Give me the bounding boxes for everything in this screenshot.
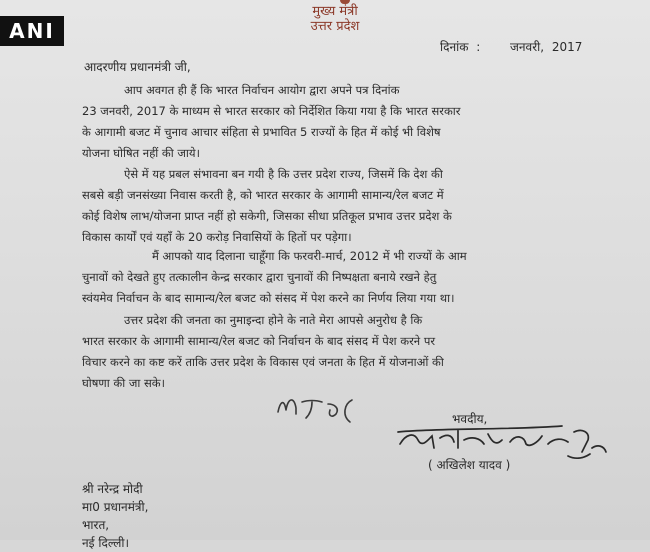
paragraph-line: कोई विशेष लाभ/योजना प्राप्त नहीं हो सकेगी, जिसका सीधा प्रतिकूल प्रभाव उत्तर प्रदेश के [82,209,452,223]
paragraph-4 [82,310,602,394]
closing-text: भवदीय, [452,412,488,426]
paragraph-3 [82,246,602,309]
ani-watermark: ANI [0,16,64,46]
recipient-line: भारत, [82,518,110,532]
recipient-line: नई दिल्ली। [82,536,130,550]
date-label: दिनांक : [440,40,481,54]
paragraph-line: ऐसे में यह प्रबल संभावना बन गयी है कि उत्तर प्रदेश राज्य, जिसमें कि देश की [124,167,443,181]
paragraph-line: घोषणा की जा सके। [82,376,165,390]
recipient-address [82,480,148,552]
paragraph-line: चुनावों को देखते हुए तत्कालीन केन्द्र सरकार द्वारा चुनावों की निष्पक्षता बनाये रखने हेतु [82,270,437,284]
letterhead-state: उत्तर प्रदेश [310,19,360,34]
paragraph-line: विचार करने का कष्ट करें ताकि उत्तर प्रदेश के विकास एवं जनता के हित में योजनाओं की [82,355,444,369]
paragraph-line: मैं आपको याद दिलाना चाहूँगा कि फरवरी-मार्च, 2012 में भी राज्यों के आम [152,249,467,263]
date-line [440,38,582,55]
paragraph-1 [82,80,602,164]
paragraph-line: आप अवगत ही हैं कि भारत निर्वाचन आयोग द्वारा अपने पत्र दिनांक [124,83,400,97]
paragraph-line: स्वंयमेव निर्वाचन के बाद सामान्य/रेल बजट को संसद में पेश करने का निर्णय लिया गया था। [82,291,455,305]
paragraph-line: योजना घोषित नहीं की जाये। [82,146,200,160]
date-value: जनवरी, 2017 [509,40,583,54]
paragraph-line: उत्तर प्रदेश की जनता का नुमाइन्दा होने के नाते मेरा आपसे अनुरोध है कि [124,313,423,327]
paragraph-2 [82,164,602,248]
paragraph-line: के आगामी बजट में चुनाव आचार संहिता से प्रभावित 5 राज्यों के हित में कोई भी विशेष [82,125,441,139]
recipient-line: मा0 प्रधानमंत्री, [82,500,149,514]
handwritten-annotation [272,388,382,428]
paragraph-line: 23 जनवरी, 2017 के माध्यम से भारत सरकार को निर्देशित किया गया है कि भारत सरकार [82,104,461,118]
paragraph-line: विकास कार्यों एवं यहाँ के 20 करोड़ निवासियों के हितों पर पड़ेगा। [82,230,352,244]
letterhead-title: मुख्य मंत्री [312,4,358,19]
salutation: आदरणीय प्रधानमंत्री जी, [84,60,191,74]
signatory-name: ( अखिलेश यादव ) [428,458,511,472]
paragraph-line: भारत सरकार के आगामी सामान्य/रेल बजट को निर्वाचन के बाद संसद में पेश करने पर [82,334,436,348]
paragraph-line: सबसे बड़ी जनसंख्या निवास करती है, को भारत सरकार के आगामी सामान्य/रेल बजट में [82,188,444,202]
recipient-line: श्री नरेन्द्र मोदी [82,482,143,496]
